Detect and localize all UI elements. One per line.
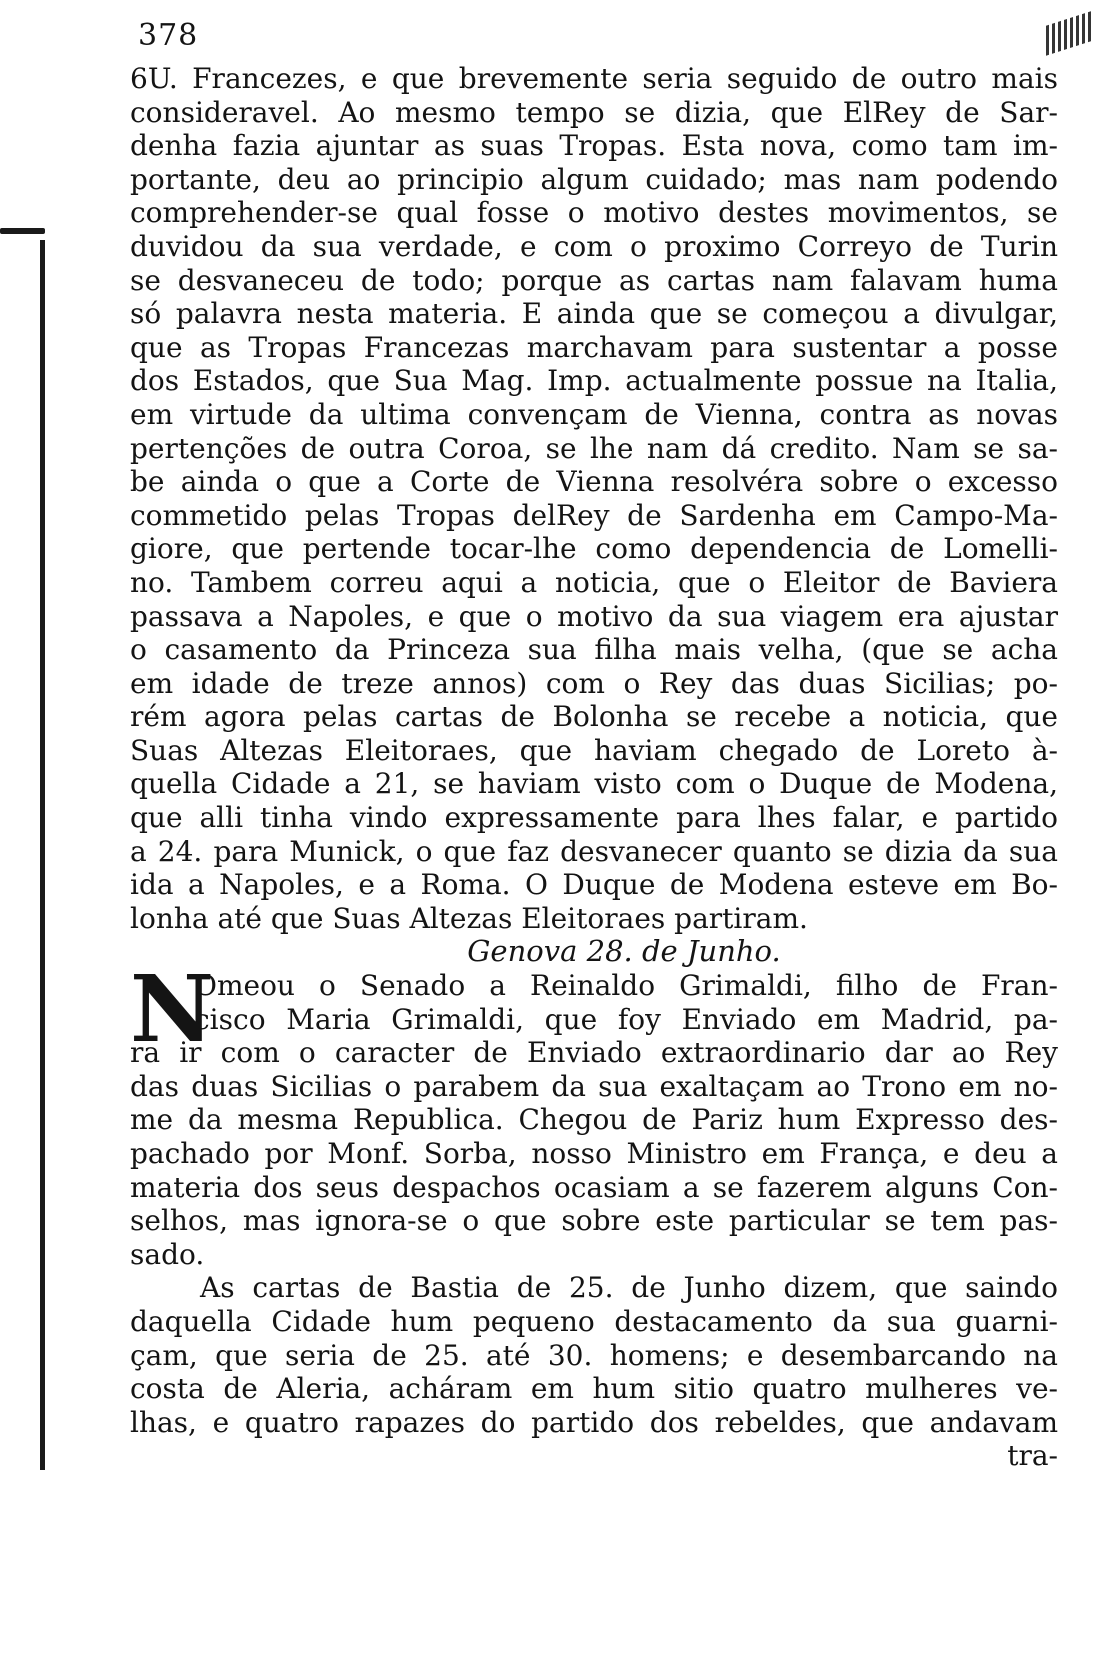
text-line: çam, que seria de 25. até 30. homens; e desembarcando na <box>130 1338 1058 1372</box>
text-line: denha fazia ajuntar as suas Tropas. Esta nova, como tam im- <box>130 129 1058 163</box>
text-line: pertenções de outra Coroa, se lhe nam dá credito. Nam se sa- <box>130 431 1058 465</box>
text-line: lhas, e quatro rapazes do partido dos rebeldes, que andavam <box>130 1405 1058 1439</box>
paragraph-bastia-news <box>130 1271 1058 1439</box>
text-line: lonha até que Suas Altezas Eleitoraes partiram. <box>130 901 808 935</box>
text-line: só palavra nesta materia. E ainda que se começou a divulgar, <box>130 297 1058 331</box>
paragraph-genova-news <box>130 955 1058 1271</box>
text-line: passava a Napoles, e que o motivo da sua viagem era ajustar <box>130 599 1058 633</box>
text-line: costa de Aleria, acháram em hum sitio quatro mulheres ve- <box>130 1372 1058 1406</box>
text-line: be ainda o que a Corte de Vienna resolvéra sobre o excesso <box>130 465 1058 499</box>
text-line: comprehender-se qual fosse o motivo destes movimentos, se <box>130 196 1058 230</box>
text-line: em idade de treze annos) com o Rey das duas Sicilias; po- <box>130 666 1058 700</box>
text-line: giore, que pertende tocar-lhe como dependencia de Lomelli- <box>130 532 1058 566</box>
text-line: Omeou o Senado a Reinaldo Grimaldi, filho de Fran- <box>194 969 1058 1003</box>
text-line: daquella Cidade hum pequeno destacamento da sua guarni- <box>130 1304 1058 1338</box>
catchword: tra- <box>1007 1439 1058 1473</box>
text-line: 6U. Francezes, e que brevemente seria seguido de outro mais <box>130 62 1058 95</box>
text-line: que alli tinha vindo expressamente para lhes falar, e partido <box>130 801 1058 835</box>
text-line: portante, deu ao principio algum cuidado; mas nam podendo <box>130 162 1058 196</box>
dateline-heading: Genova 28. de Junho. <box>467 934 781 969</box>
text-line: o casamento da Princeza sua filha mais velha, (que se acha <box>130 633 1058 667</box>
corner-ink-mark <box>1046 10 1094 56</box>
text-line: que as Tropas Francezas marchavam para sustentar a posse <box>130 330 1058 364</box>
paragraph-paris-news <box>130 62 1058 935</box>
drop-cap-letter: N <box>130 955 215 1064</box>
text-line: se desvaneceu de todo; porque as cartas nam falavam huma <box>130 263 1058 297</box>
text-line: em virtude da ultima convençam de Vienna, contra as novas <box>130 397 1058 431</box>
text-line: Suas Altezas Eleitoraes, que haviam chegado de Loreto à- <box>130 733 1058 767</box>
page-number: 378 <box>138 18 199 53</box>
text-line: cisco Maria Grimaldi, que foy Enviado em Madrid, pa- <box>194 1002 1058 1036</box>
text-body <box>130 62 1058 1473</box>
text-line: quella Cidade a 21, se haviam visto com o Duque de Modena, <box>130 767 1058 801</box>
text-line: materia dos seus despachos ocasiam a se fazerem alguns Con- <box>130 1170 1058 1204</box>
text-line: consideravel. Ao mesmo tempo se dizia, que ElRey de Sar- <box>130 95 1058 129</box>
text-line: commetido pelas Tropas delRey de Sardenha em Campo-Ma- <box>130 498 1058 532</box>
text-line: duvidou da sua verdade, e com o proximo Correyo de Turin <box>130 229 1058 263</box>
text-line: sado. <box>130 1237 205 1271</box>
text-line: dos Estados, que Sua Mag. Imp. actualmente possue na Italia, <box>130 364 1058 398</box>
text-line: a 24. para Munick, o que faz desvanecer quanto se dizia da sua <box>130 834 1058 868</box>
binding-edge-mark <box>0 228 45 234</box>
text-line: ra ir com o caracter de Enviado extraordinario dar ao Rey <box>130 1036 1058 1070</box>
text-line: das duas Sicilias o parabem da sua exaltaçam ao Trono em no- <box>130 1069 1058 1103</box>
binding-edge-rule <box>40 240 45 1470</box>
text-line: rém agora pelas cartas de Bolonha se recebe a noticia, que <box>130 700 1058 734</box>
text-line: me da mesma Republica. Chegou de Pariz hum Expresso des- <box>130 1103 1058 1137</box>
text-line: no. Tambem correu aqui a noticia, que o Eleitor de Baviera <box>130 565 1058 599</box>
text-line: ida a Napoles, e a Roma. O Duque de Modena esteve em Bo- <box>130 868 1058 902</box>
text-line: selhos, mas ignora-se o que sobre este particular se tem pas- <box>130 1204 1058 1238</box>
text-line: pachado por Monf. Sorba, nosso Ministro em França, e deu a <box>130 1137 1058 1170</box>
text-line: As cartas de Bastia de 25. de Junho dizem, que saindo <box>200 1271 1058 1305</box>
